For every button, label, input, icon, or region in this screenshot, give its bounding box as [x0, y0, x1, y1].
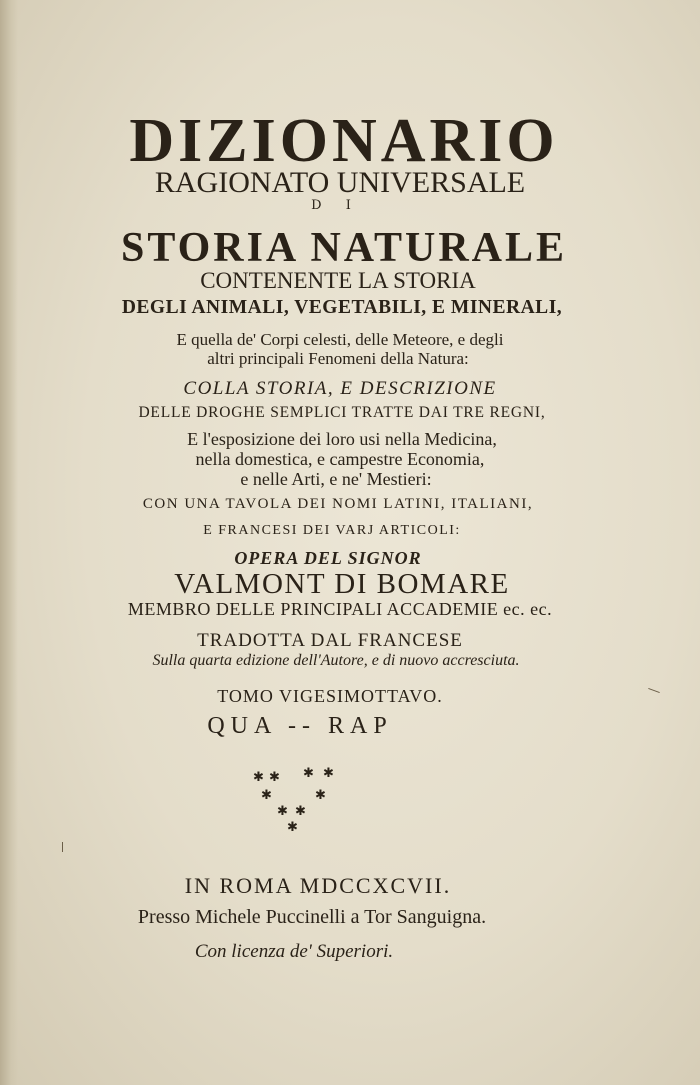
- author-name: VALMONT DI BOMARE: [174, 568, 510, 600]
- table-line-1: CON UNA TAVOLA DEI NOMI LATINI, ITALIANI,: [142, 496, 534, 512]
- book-title: DIZIONARIO: [129, 107, 559, 175]
- book-subtitle: RAGIONATO UNIVERSALE: [154, 166, 526, 199]
- imprint-licence: Con licenza de' Superiori.: [194, 941, 394, 962]
- contents-heading: CONTENENTE LA STORIA: [200, 268, 476, 293]
- connector-di: D I: [311, 198, 361, 213]
- translation-note: TRADOTTA DAL FRANCESE: [197, 630, 463, 651]
- asterism-ornament: ✱ ✱ ✱ ✱ ✱ ✱ ✱ ✱ ✱: [253, 766, 334, 835]
- volume-range: QUA -- RAP: [207, 713, 393, 739]
- colla-heading: COLLA STORIA, E DESCRIZIONE: [183, 378, 497, 399]
- main-subject: STORIA NATURALE: [120, 225, 568, 271]
- author-membership: MEMBRO DELLE PRINCIPALI ACCADEMIE ec. ec.: [127, 599, 553, 619]
- volume-number: TOMO VIGESIMOTTAVO.: [217, 686, 443, 706]
- imprint-place-year: IN ROMA MDCCXCVII.: [184, 873, 452, 898]
- paper-speck: [62, 842, 63, 852]
- droghe-line: DELLE DROGHE SEMPLICI TRATTE DAI TRE REGNI,: [138, 404, 546, 421]
- edition-note: Sulla quarta edizione dell'Autore, e di nuovo accresciuta.: [152, 652, 520, 669]
- opera-line: OPERA DEL SIGNOR: [234, 548, 422, 568]
- table-line-2: E FRANCESI DEI VARJ ARTICOLI:: [203, 523, 461, 538]
- description-line-2: altri principali Fenomeni della Natura:: [207, 349, 469, 368]
- uses-line-1: E l'esposizione dei loro usi nella Medicina,: [187, 429, 497, 449]
- description-line-1: E quella de' Corpi celesti, delle Meteore, e degli: [176, 330, 504, 349]
- uses-line-2: nella domestica, e campestre Economia,: [195, 449, 485, 469]
- uses-line-3: e nelle Arti, e ne' Mestieri:: [240, 469, 432, 489]
- imprint-printer: Presso Michele Puccinelli a Tor Sanguigna.: [137, 906, 487, 928]
- kingdoms-line: DEGLI ANIMALI, VEGETABILI, E MINERALI,: [121, 297, 563, 318]
